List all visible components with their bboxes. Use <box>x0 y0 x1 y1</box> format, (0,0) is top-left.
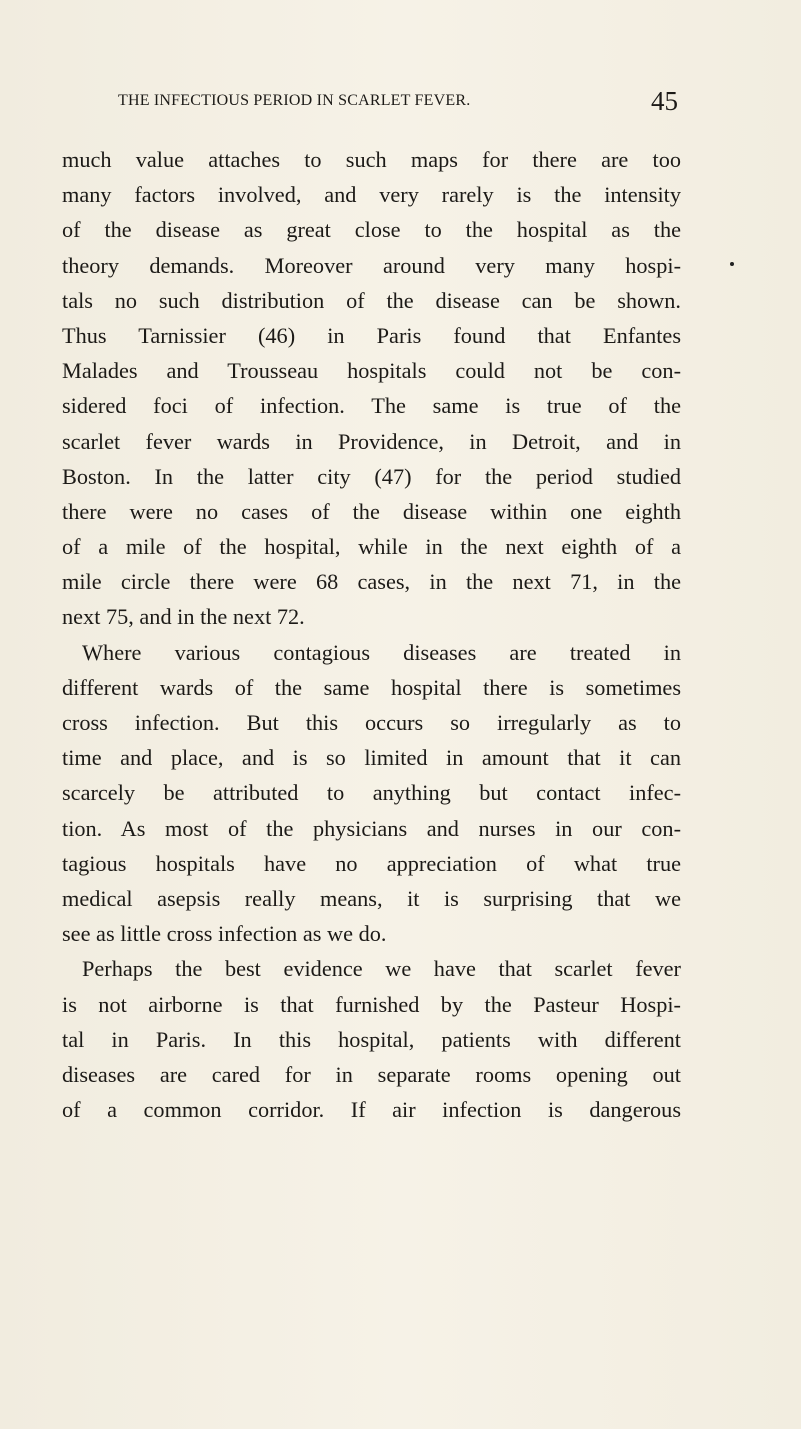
text-line: Thus Tarnissier (46) in Paris found that Enfantes <box>62 322 681 348</box>
text-line: diseases are cared for in separate rooms opening out <box>62 1061 681 1087</box>
text-line: medical asepsis really means, it is surprising that we <box>62 885 681 911</box>
text-line: cross infection. But this occurs so irregularly as to <box>62 710 681 735</box>
text-line: next 75, and in the next 72. <box>62 604 305 630</box>
text-line: is not airborne is that furnished by the Pasteur Hospi- <box>62 991 681 1017</box>
text-line: scarlet fever wards in Providence, in Detroit, and in <box>62 428 681 454</box>
text-line: see as little cross infection as we do. <box>62 921 387 947</box>
text-line: of a mile of the hospital, while in the next eighth of a <box>62 534 681 560</box>
text-line: Perhaps the best evidence we have that scarlet fever <box>82 956 681 982</box>
text-line: tals no such distribution of the disease can be shown. <box>62 287 681 313</box>
text-line: Boston. In the latter city (47) for the period studied <box>62 463 681 489</box>
text-line: theory demands. Moreover around very many hospi- <box>62 252 681 278</box>
text-line: many factors involved, and very rarely is the intensity <box>62 182 681 208</box>
text-line: time and place, and is so limited in amount that it can <box>62 745 681 771</box>
text-line: mile circle there were 68 cases, in the next 71, in the <box>62 569 681 595</box>
text-line: much value attaches to such maps for there are too <box>62 147 681 172</box>
text-line: tal in Paris. In this hospital, patients with different <box>62 1026 681 1052</box>
text-line: Where various contagious diseases are treated in <box>82 639 681 665</box>
text-line: Malades and Trousseau hospitals could not be con- <box>62 358 681 384</box>
running-head <box>118 86 678 120</box>
text-line: tion. As most of the physicians and nurses in our con- <box>62 815 681 841</box>
running-title: THE INFECTIOUS PERIOD IN SCARLET FEVER. <box>118 92 471 109</box>
text-line: there were no cases of the disease within one eighth <box>62 498 681 524</box>
page-number: 45 <box>651 86 678 116</box>
text-line: sidered foci of infection. The same is true of the <box>62 393 681 419</box>
text-line: scarcely be attributed to anything but contact infec- <box>62 780 681 806</box>
margin-mark <box>730 262 734 266</box>
text-line: tagious hospitals have no appreciation of what true <box>62 850 681 876</box>
body-text <box>62 142 681 1127</box>
text-line: different wards of the same hospital there is sometimes <box>62 674 681 700</box>
text-line: of a common corridor. If air infection is dangerous <box>62 1097 681 1123</box>
text-line: of the disease as great close to the hospital as the <box>62 217 681 243</box>
